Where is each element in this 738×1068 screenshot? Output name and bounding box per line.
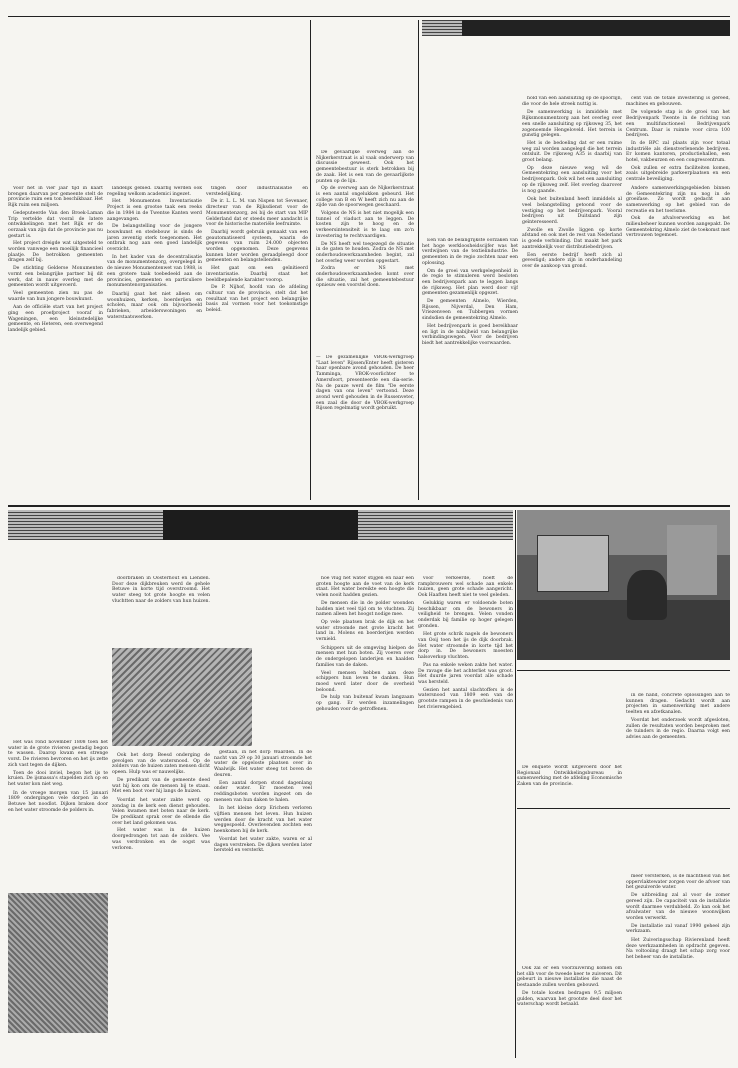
article6-column-2: meer versterken, is de machtheid van het oppervlaktewater zorgen voor de afvoer van het gezuiverde water. De uitbreiding zal al voor de zomer gereed zijn. De capaciteit van de installatie wordt daarmee verdubbeld. Zo kan ook het afvalwater van de nieuwe woonwijken worden verwerkt. De installatie zal vanaf 1990 geheel zijn werkzaam. Het Zuiveringsschap Rivierenland heeft deze werkzaamheden in opdracht gegeven. Na voltooiing draagt het schap zorg voor het beheer van de installatie. bbox=[626, 874, 730, 961]
article2-column-2: — De gezamenlijke VBOK-werkgroep "Laat leven" Rijssen/Enter heeft gisteren haar openbare avond gehouden. De heer Tamminga, VBOK-voorlichter te Amersfoort, presenteerde een dia-serie. Na de pauze werd de film "De eerste dagen van ons leven" vertoond. Deze avond werd gehouden in de Russenveter, een zaal die door de VBOK-werkgroep Rijssen regelmatig wordt gebruikt. bbox=[316, 355, 414, 412]
article5-column-2: in de hand, concrete oplossingen aan te kunnen dragen. Gedacht wordt aan projecten in samenwerking met andere teelten en afzetkanalen. Voordat het onderzoek wordt afgesloten, zullen de resultaten worden besproken met de tuinders in de regio. Daarna volgt een advies aan de gemeenten. bbox=[626, 693, 730, 740]
article4-column-2a: doorbraken in Oosterhout en Lienden. Door deze dijkbreuken werd de gehele Betuwe in korte tijd overstroomd. Het water steeg tot grote hoogte en velen vluchtten naar de zolders van hun huizen. bbox=[112, 576, 210, 604]
masthead bbox=[8, 4, 730, 17]
article4-column-5: voor verkeerde, hoeft de rampbrouwers wel schade aan enkele huizen, geen grote schade aangericht. Ook Haaften heeft niet te veel geleden. Gelukkig waren er voldoende boten beschikbaar om de bewoners in veiligheid te brengen. Velen vonden onderdak bij familie op hoger gelegen gronden. Het grote schrik nagels de bewoners van Ooij toen het ijs de dijk doorbrak. Het water stroomde in korte tijd het dorp in. De bewoners moesten halsoverkop vluchten. Pas na enkele weken zakte het water. De ravage die het achterliet was groot. Het duurde jaren voordat alle schade was hersteld. Gezien het aantal slachtoffers is de watersnood van 1809 een van de grootste rampen in de geschiedenis van het rivierengebied. bbox=[418, 576, 513, 710]
article3-column-2: hold van een aansluiting op de spoorlijn, die voor de hele streek nuttig is. De samenwerking is inmiddels met Rijksmonumentzorg aan het overleg over een snelle aansluiting op rijksweg 35, het zogenoemde Hengeloveld. Het terrein is gunstig gelegen. Het is de bedoeling dat er een ruime weg zal worden aangelegd die het terrein ontsluit. De rijksweg A35 is daarbij van groot belang. Op deze nieuwe weg wil de Gemeentekring een aansluiting voor het bedrijvenpark. Ook wil het een aansluiting op de rijksweg zelf. Het overleg daarover is nog gaande. Ook het buitenland heeft inmiddels al veel belangstelling getoond voor de vestiging op het bedrijvenpark. Vooral bedrijven uit Duitsland zijn geïnteresseerd. Zwolle en Zwolle liggen op korte afstand en ook met de rest van Nederland is goede verbinding. Dat maakt het park aantrekkelijk voor distributiebedrijven. Een eerste bedrijf heeft zich al gevestigd; andere zijn in onderhandeling over de aankoop van grond. bbox=[522, 96, 622, 269]
article4-column-3: gestaan, in het dorp Waarden. In de nacht van 29 op 30 januari stroomde het water de opgeloste plaatsen over in Waalwijk. Het water steeg tot boven de deuren. Een aantal dorpen stond dagenlang onder water. Er moesten veel reddingsboten worden ingezet om de mensen van hun daken te halen. In het kleine dorp Erichem verloren vijftien mensen het leven. Hun huizen werden door de kracht van het water weggespoeld. Overlevenden zochten een heenkomen bij de kerk. Voordat het water zakte, waren er al dagen verstreken. De dijken werden later hersteld en versterkt. bbox=[214, 750, 312, 854]
bedrijvenpark-photo bbox=[517, 510, 730, 660]
article4-lead bbox=[8, 586, 108, 736]
article3-column-1: Een van de belangrijkste oorzaken van het hoge werkloosheidscijfer was het verdwijnen van de textielindustrie. De gemeenten in de regio zochten naar een oplossing. Om de groei van werkgelegenheid in de regio te stimuleren werd besloten een bedrijvenpark aan te leggen langs de rijksweg. Het plan werd door vijf gemeenten gezamenlijk opgezet. De gemeenten Almelo, Wierden, Rijssen, Nijverdal, Den Ham, Vriezenveen en Tubbergen vormen sindsdien de gemeentekring Almelo. Het bedrijvenpark is goed bereikbaar en ligt in de nabijheid van belangrijke verbindingswegen. Voor de bedrijven biedt het aantrekkelijke voorwaarden. bbox=[422, 238, 518, 346]
article4-column-4: hoe vlug het water stijgen en naar een groten hoogte aan de voet van de kerk staat. Het water bereikte een hoogte die velen nooit hadden gezien. De mensen die in de polder woonden hadden niet veel tijd om te vluchten. Zij namen alleen het hoogst nodige mee. Op vele plaatsen brak de dijk en het water stroomde met grote kracht het land in. Molens en boerderijen werden vernield. Schippers uit de omgeving hielpen de mensen met hun boten. Zij voeren over de ondergelopen landerijen en haalden families van de daken. Veel mensen hebben aan deze schippers hun leven te danken. Hun moed werd later door de overheid beloond. De hulp van buitenaf kwam langzaam op gang. Er werden inzamelingen gehouden voor de getroffenen. bbox=[316, 576, 414, 712]
article5-lead bbox=[517, 703, 622, 763]
article3-lead bbox=[422, 105, 518, 235]
article1-column-3: tingen door industrialisatie en verstedelijking. De ir. L. L. M. van Nispen tot Sevenaer, directeur van de Rijksdienst voor de Monumentenzorg, zei bij de start van MIP Gelderland dat er steeds meer aandacht is voor de historische materiële leefruimte. Daarbij wordt gebruik gemaakt van een geautomatiseerd systeem, waarin de gegevens van ruim 24.000 objecten worden opgenomen. Deze gegevens kunnen later worden geraadpleegd door gemeenten en belangstellenden. Het gaat om een geïnitieerd inventarisatie. Daarbij staat het beeldbepalende karakter voorop. De P. Nijhof, hoofd van de afdeling cultuur van de provincie, stelt dat het resultaat van het project een belangrijke basis zal vormen voor het toekomstige beleid. bbox=[206, 186, 308, 314]
article1-column-2: landelijk gebied. Daarbij werden ook regeling welkom academici ingezet. Het Monumenten Inventarisatie Project is een grootse taak een reeks die in 1984 in de Twentse Kanten werd aangevangen. De belangstelling voor de jongere bouwkunst en stedebouw is sinds de jaren zeventig sterk toegenomen. Het ontbrak nog aan een goed landelijk overzicht. In het kader van de decentralisatie van de monumentenzorg, overgelegd in de nieuwe Monumentenwet van 1988, is een grotere taak toebedeeld aan de provincies, gemeenten en particuliere monumentenorganisaties. Daarbij gaat het niet alleen om woonhuizen, kerken, boerderijen en scholen, maar ook om bijvoorbeeld fabrieken, arbeiderswoningen en waterstaatswerken. bbox=[107, 186, 202, 320]
article2-lead bbox=[316, 89, 414, 147]
article4-column-1: Het was rond november 1808 toen het water in de grote rivieren gestadig begon te wassen. Daarop kwam een strenge vorst. De rivieren bevroren en het ijs zette zich vast tegen de dijken. Toen de dooi inviel, begon het ijs te kruien. De ijsmassa's stapelden zich op en het water kon niet weg. In de vroege morgen van 15 januari 1809 ondergingen vele dorpen in de Betuwe het noodlot. Dijken braken door en het water stroomde de polders in. bbox=[8, 740, 108, 813]
article2-column-1: De gevaarlijke overweg aan de Nijkerkerstraat is al vaak onderwerp van discussie geweest. Ook het gemeentebestuur is sterk betrokken bij de zaak. Het is een van de gevaarlijkste punten op de lijn. Op de overweg aan de Nijkerkerstraat is een aantal ongelukken gebeurd. Het college van B en W heeft zich nu aan de zijde van de spoorwegen geschaard. Volgens de NS is het niet mogelijk een tunnel of viaduct aan te leggen. De kosten zijn te hoog en de verkeersintensiteit is te laag om zo'n investering te rechtvaardigen. De NS heeft wel toegezegd de situatie in de gaten te houden. Zodra de NS met onderhoudswerkzaamheden begint, zal het overleg weer worden opgestart. Zodra er NS met onderhoudswerkzaamheden komt over die situatie, zal het gemeentebestuur opnieuw een voorstel doen. bbox=[316, 150, 414, 289]
article4-column-2: Ook het dorp Beesd onderging de gevolgen van de watersnood. Op de zolders van de huizen zaten mensen dicht opeen. Hulp was er nauwelijks. De predikant van de gemeente deed wat hij kon om de mensen bij te staan. Met een boot voer hij langs de huizen. Voordat het water zakte werd op zondag in de kerk een dienst gehouden. Velen kwamen met boten naar de kerk. De predikant sprak over de ellende die over het land gekomen was. Het water was in de huizen doorgedrongen tot aan de zolders. Vee was verdronken en de oogst was verloren. bbox=[112, 753, 210, 851]
article6-lead bbox=[517, 884, 622, 964]
historie-banner bbox=[8, 510, 513, 540]
article6-column-1: Ook zal er een voorzuivering komen om het slib voor de tweede keer te zuiveren. Dit gebeurt in nieuwe installaties die naast de bestaande zullen worden gebouwd. De totale kosten bedragen 9,5 miljoen gulden, waarvan het grootste deel door het waterschap wordt betaald. bbox=[517, 966, 622, 1008]
article1-lead bbox=[8, 99, 306, 181]
article5-column-1: De enquête wordt uitgevoerd door het Regionaal Ontwikkelingsbureau in samenwerking met de afdeling Economische Zaken van de provincie. bbox=[517, 765, 622, 788]
watersnood-erichem-image bbox=[8, 893, 108, 1033]
article3-column-3: cent van de totale investering is gereed, machines en gebouwen. De volgende stap is de groei van het Bedrijvenpark Twente in de richting van een multifunctioneel Bedrijvenpark Centrum. Daar is ruimte voor circa 100 bedrijven. In de BPC zal plaats zijn voor totaal industriële als dienstverlenende bedrijven. Er komen kantoren, productiehallen, een hotel, vakbeurzen en een congrescentrum. Ook zullen er extra faciliteiten komen, zoals uitgebreide parkeerplaatsen en een centrale beveiliging. Andere samenwerkingsgebieden binnen de Gemeentekring zijn nu nog in de groeifase. Zo wordt gedacht aan samenwerking op het gebied van de recreatie en het toerisme. Ook de afvalverwerking en het milieubeheer kunnen worden aangepakt. De Gemeentekring Almelo ziet de toekomst met vertrouwen tegemoet. bbox=[626, 96, 730, 239]
bedrijvigheden-banner bbox=[422, 20, 730, 36]
watersnood-beesd-image bbox=[112, 648, 252, 746]
article1-column-1: Voor het in vier jaar tijd in kaart brengen daarvan per gemeente stelt de provincie ruim een ton beschikbaar. Het Rijk ruim een miljoen. Gedeputeerde Van den Broek-Laman Trip vertelde dat vooral de latere ontwikkelingen met het Rijk er de oorzaak van zijn dat de provincie pas nu gestart is. Het project dreigde wat uitgesteld te worden vanwege een moeilijk financieel plaatje. De betrokken gemeenten dragen zelf bij. De stichting Gelderse Monumenten vormt een belangrijke partner bij dit werk, dat in nauw overleg met de gemeenten wordt uitgevoerd. Veel gemeenten zien nu pas de waarde van hun jongere bouwkunst. Aan de officiële start van het project ging een proefproject vooraf in Wageningen, een kleinstedelijke gemeente, en Heteren, een overwegend landelijk gebied. bbox=[8, 186, 103, 334]
